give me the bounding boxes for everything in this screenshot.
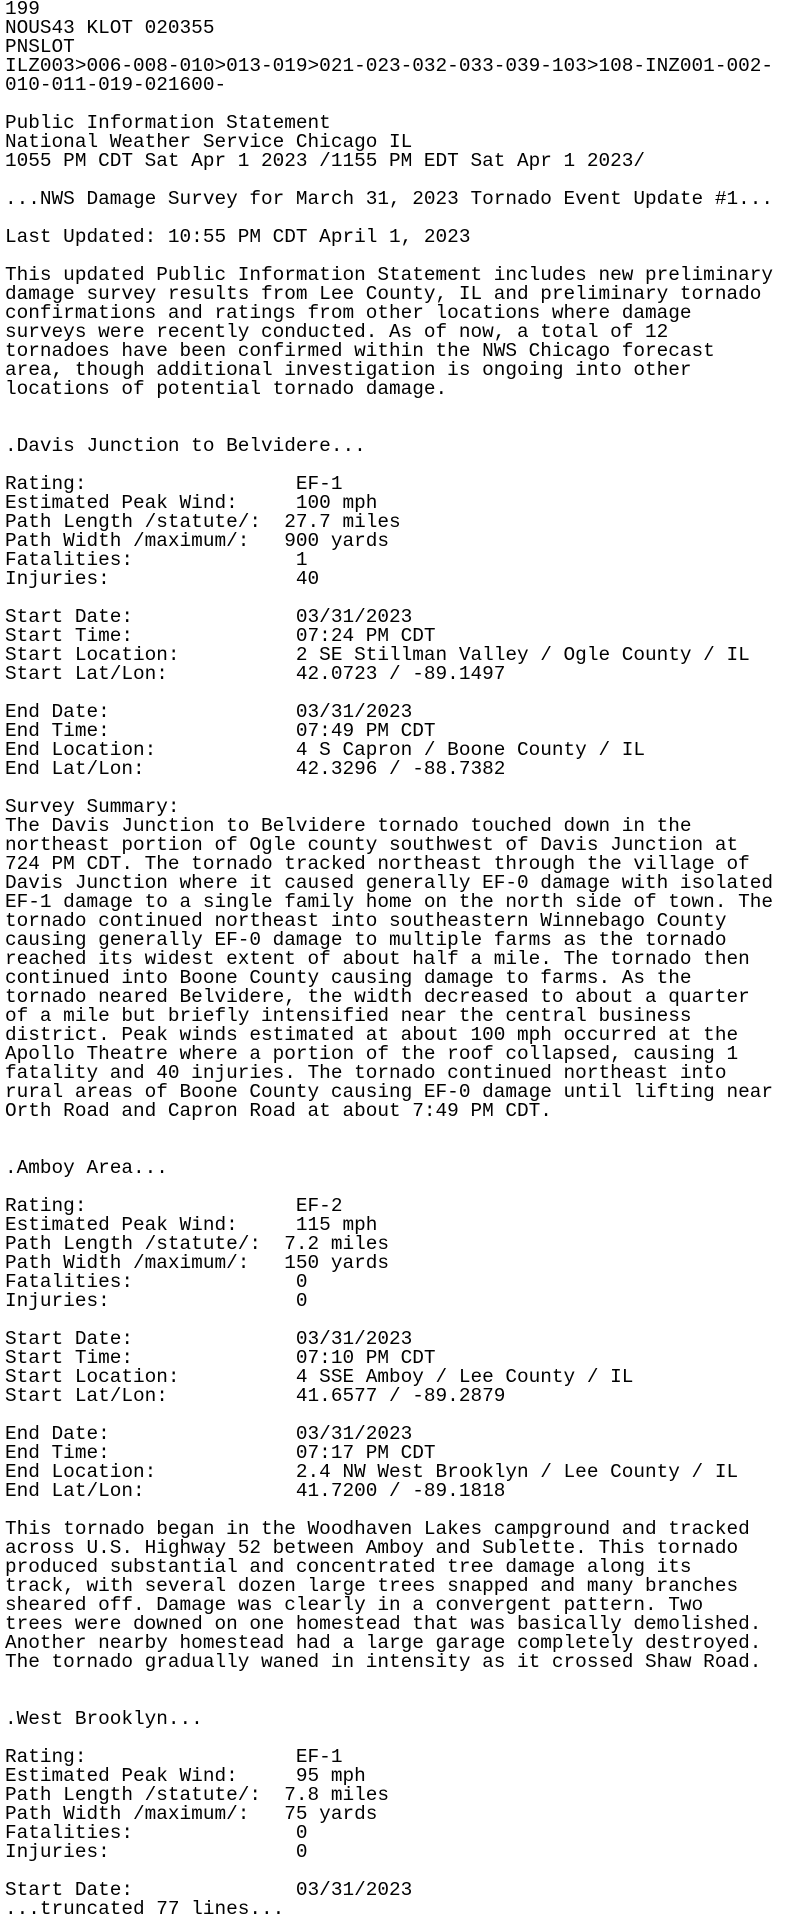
bulletin-line: Start Time: 07:24 PM CDT [5, 625, 436, 647]
bulletin-line: Apollo Theatre where a portion of the roof collapsed, causing 1 [5, 1043, 739, 1065]
bulletin-line: End Lat/Lon: 41.7200 / -89.1818 [5, 1480, 506, 1502]
bulletin-line: across U.S. Highway 52 between Amboy and Sublette. This tornado [5, 1537, 739, 1559]
bulletin-line: Start Time: 07:10 PM CDT [5, 1347, 436, 1369]
bulletin-line: Survey Summary: [5, 796, 180, 818]
bulletin-line: sheared off. Damage was clearly in a convergent pattern. Two [5, 1594, 704, 1616]
bulletin-line: Path Length /statute/: 7.2 miles [5, 1233, 389, 1255]
bulletin-line: Fatalities: 1 [5, 549, 308, 571]
bulletin-line [5, 1121, 802, 1140]
bulletin-line: Injuries: 0 [5, 1290, 308, 1312]
bulletin-line: Rating: EF-1 [5, 473, 343, 495]
bulletin-line: ...truncated 77 lines... [5, 1898, 285, 1920]
bulletin-line: National Weather Service Chicago IL [5, 131, 413, 153]
bulletin-line: End Time: 07:49 PM CDT [5, 720, 436, 742]
bulletin-line: 724 PM CDT. The tornado tracked northeast through the village of [5, 853, 750, 875]
bulletin-line: End Location: 4 S Capron / Boone County / IL [5, 739, 645, 761]
bulletin-line: district. Peak winds estimated at about 100 mph occurred at the [5, 1024, 739, 1046]
bulletin-line: .Davis Junction to Belvidere... [5, 435, 366, 457]
bulletin-line: Orth Road and Capron Road at about 7:49 PM CDT. [5, 1100, 552, 1122]
bulletin-line: Path Length /statute/: 7.8 miles [5, 1784, 389, 1806]
bulletin-line: Injuries: 0 [5, 1841, 308, 1863]
bulletin-line: Path Width /maximum/: 75 yards [5, 1803, 378, 1825]
bulletin-line: of a mile but briefly intensified near the central business [5, 1005, 692, 1027]
bulletin-line: The tornado gradually waned in intensity as it crossed Shaw Road. [5, 1651, 762, 1673]
bulletin-line: .West Brooklyn... [5, 1708, 203, 1730]
bulletin-line: Estimated Peak Wind: 95 mph [5, 1765, 366, 1787]
bulletin-line: PNSLOT [5, 36, 75, 58]
bulletin-line: ILZ003>006-008-010>013-019>021-023-032-033-039-103>108-INZ001-002- [5, 55, 773, 77]
bulletin-line: End Time: 07:17 PM CDT [5, 1442, 436, 1464]
bulletin-line: Fatalities: 0 [5, 1822, 308, 1844]
bulletin-line: trees were downed on one homestead that was basically demolished. [5, 1613, 762, 1635]
bulletin-line: surveys were recently conducted. As of now, a total of 12 [5, 321, 669, 343]
bulletin-line: reached its widest extent of about half a mile. The tornado then [5, 948, 750, 970]
bulletin-line: Start Date: 03/31/2023 [5, 606, 413, 628]
bulletin-line: Start Date: 03/31/2023 [5, 1879, 413, 1901]
bulletin-line: area, though additional investigation is ongoing into other [5, 359, 692, 381]
bulletin-line: tornado neared Belvidere, the width decreased to about a quarter [5, 986, 750, 1008]
bulletin-line: tornadoes have been confirmed within the NWS Chicago forecast [5, 340, 715, 362]
bulletin-line: fatality and 40 injuries. The tornado continued northeast into [5, 1062, 727, 1084]
bulletin-line: Last Updated: 10:55 PM CDT April 1, 2023 [5, 226, 471, 248]
bulletin-line: End Location: 2.4 NW West Brooklyn / Lee County / IL [5, 1461, 739, 1483]
bulletin-line: Path Width /maximum/: 150 yards [5, 1252, 389, 1274]
bulletin-line: track, with several dozen large trees snapped and many branches [5, 1575, 739, 1597]
bulletin-line: rural areas of Boone County causing EF-0 damage until lifting near [5, 1081, 773, 1103]
bulletin-line: Another nearby homestead had a large garage completely destroyed. [5, 1632, 762, 1654]
bulletin-line: The Davis Junction to Belvidere tornado touched down in the [5, 815, 692, 837]
bulletin-line: 010-011-019-021600- [5, 74, 227, 96]
bulletin-line: Injuries: 40 [5, 568, 320, 590]
bulletin-line: .Amboy Area... [5, 1157, 168, 1179]
bulletin-line: EF-1 damage to a single family home on the north side of town. The [5, 891, 773, 913]
bulletin-line: Rating: EF-1 [5, 1746, 343, 1768]
bulletin-line: 199 [5, 0, 40, 20]
bulletin-line: continued into Boone County causing damage to farms. As the [5, 967, 692, 989]
bulletin-line: Start Lat/Lon: 41.6577 / -89.2879 [5, 1385, 506, 1407]
bulletin-line [5, 1672, 802, 1691]
bulletin-line: Estimated Peak Wind: 115 mph [5, 1214, 378, 1236]
bulletin-line: Rating: EF-2 [5, 1195, 343, 1217]
bulletin-line: End Lat/Lon: 42.3296 / -88.7382 [5, 758, 506, 780]
bulletin-line: tornado continued northeast into southeastern Winnebago County [5, 910, 727, 932]
bulletin-line: produced substantial and concentrated tree damage along its [5, 1556, 692, 1578]
bulletin-line: Davis Junction where it caused generally EF-0 damage with isolated [5, 872, 773, 894]
bulletin-line: Estimated Peak Wind: 100 mph [5, 492, 378, 514]
bulletin-line: ...NWS Damage Survey for March 31, 2023 Tornado Event Update #1... [5, 188, 773, 210]
bulletin-line: This tornado began in the Woodhaven Lakes campground and tracked [5, 1518, 750, 1540]
bulletin-line: This updated Public Information Statement includes new preliminary [5, 264, 773, 286]
bulletin-line: Public Information Statement [5, 112, 331, 134]
bulletin-line: Start Location: 4 SSE Amboy / Lee County / IL [5, 1366, 634, 1388]
bulletin-line: NOUS43 KLOT 020355 [5, 17, 215, 39]
bulletin-line: Start Location: 2 SE Stillman Valley / Ogle County / IL [5, 644, 750, 666]
bulletin-line: Path Length /statute/: 27.7 miles [5, 511, 401, 533]
bulletin-line: 1055 PM CDT Sat Apr 1 2023 /1155 PM EDT Sat Apr 1 2023/ [5, 150, 645, 172]
bulletin-line: End Date: 03/31/2023 [5, 1423, 413, 1445]
bulletin-line: damage survey results from Lee County, IL and preliminary tornado [5, 283, 762, 305]
bulletin-line: Path Width /maximum/: 900 yards [5, 530, 389, 552]
bulletin-line: confirmations and ratings from other locations where damage [5, 302, 692, 324]
bulletin-line: causing generally EF-0 damage to multiple farms as the tornado [5, 929, 727, 951]
bulletin-line [5, 399, 802, 418]
bulletin-line: Start Date: 03/31/2023 [5, 1328, 413, 1350]
bulletin-line: Fatalities: 0 [5, 1271, 308, 1293]
bulletin-line: End Date: 03/31/2023 [5, 701, 413, 723]
bulletin-line: northeast portion of Ogle county southwest of Davis Junction at [5, 834, 739, 856]
bulletin-line: locations of potential tornado damage. [5, 378, 448, 400]
bulletin-line: Start Lat/Lon: 42.0723 / -89.1497 [5, 663, 506, 685]
